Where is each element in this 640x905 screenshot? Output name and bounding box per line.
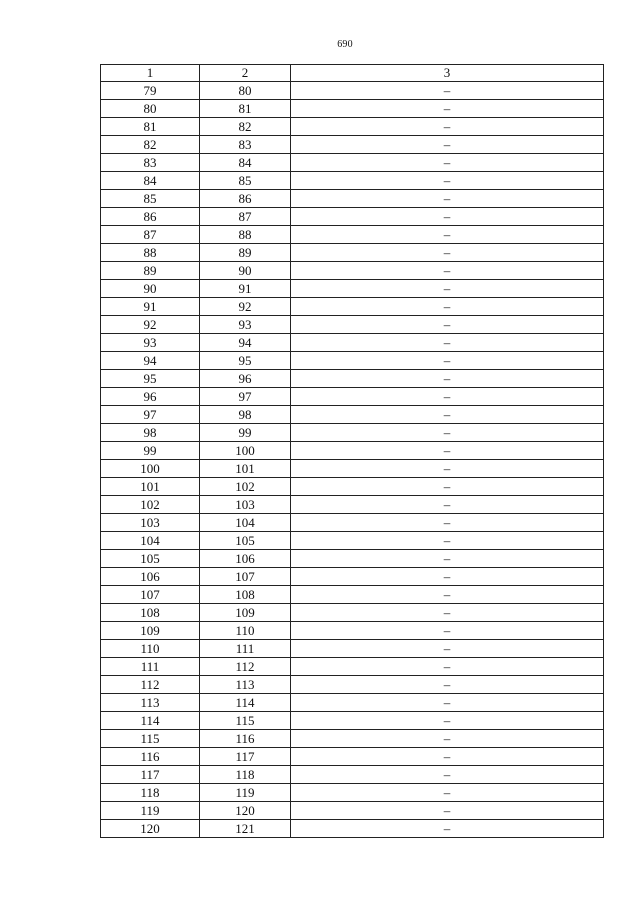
table-cell-col-1: 105 — [101, 550, 200, 568]
table-cell-col-2: 82 — [200, 118, 291, 136]
table-row — [101, 478, 604, 496]
table-cell-col-2: 87 — [200, 208, 291, 226]
table-cell-col-1: 89 — [101, 262, 200, 280]
table-cell-col-2: 101 — [200, 460, 291, 478]
table-cell-col-3: – — [291, 802, 604, 820]
table-cell-col-1: 93 — [101, 334, 200, 352]
table-cell-col-3: – — [291, 496, 604, 514]
table-cell-col-2: 115 — [200, 712, 291, 730]
table-cell-col-2: 99 — [200, 424, 291, 442]
table-cell-col-3: – — [291, 172, 604, 190]
table-row — [101, 172, 604, 190]
table-cell-col-1: 92 — [101, 316, 200, 334]
table-cell-col-3: – — [291, 694, 604, 712]
table-cell-col-3: – — [291, 622, 604, 640]
table-body — [101, 82, 604, 838]
table-cell-col-2: 80 — [200, 82, 291, 100]
table-cell-col-1: 84 — [101, 172, 200, 190]
table-cell-col-2: 83 — [200, 136, 291, 154]
table-row — [101, 658, 604, 676]
table-header — [101, 65, 604, 82]
table-cell-col-3: – — [291, 514, 604, 532]
table-cell-col-2: 121 — [200, 820, 291, 838]
table-cell-col-2: 91 — [200, 280, 291, 298]
table-cell-col-2: 107 — [200, 568, 291, 586]
table-cell-col-3: – — [291, 640, 604, 658]
table-cell-col-3: – — [291, 388, 604, 406]
table-row — [101, 748, 604, 766]
table-cell-col-1: 90 — [101, 280, 200, 298]
table-cell-col-1: 120 — [101, 820, 200, 838]
table-cell-col-2: 116 — [200, 730, 291, 748]
table-cell-col-3: – — [291, 820, 604, 838]
table-cell-col-2: 98 — [200, 406, 291, 424]
table-cell-col-3: – — [291, 406, 604, 424]
table-cell-col-1: 116 — [101, 748, 200, 766]
table-cell-col-2: 106 — [200, 550, 291, 568]
table-cell-col-1: 80 — [101, 100, 200, 118]
table-row — [101, 460, 604, 478]
table-cell-col-1: 104 — [101, 532, 200, 550]
table-cell-col-1: 95 — [101, 370, 200, 388]
table-cell-col-1: 94 — [101, 352, 200, 370]
table-cell-col-2: 113 — [200, 676, 291, 694]
table-cell-col-2: 119 — [200, 784, 291, 802]
table-cell-col-1: 119 — [101, 802, 200, 820]
table-row — [101, 334, 604, 352]
column-header-2: 2 — [200, 65, 291, 82]
table-cell-col-3: – — [291, 766, 604, 784]
table-cell-col-3: – — [291, 532, 604, 550]
table-row — [101, 154, 604, 172]
table-cell-col-2: 89 — [200, 244, 291, 262]
table-header-row — [101, 65, 604, 82]
table-cell-col-1: 98 — [101, 424, 200, 442]
table-cell-col-3: – — [291, 712, 604, 730]
table-cell-col-1: 103 — [101, 514, 200, 532]
table-row — [101, 550, 604, 568]
page-number: 690 — [337, 39, 353, 50]
table-cell-col-2: 118 — [200, 766, 291, 784]
table-row — [101, 370, 604, 388]
table-cell-col-1: 99 — [101, 442, 200, 460]
table-row — [101, 226, 604, 244]
table-cell-col-1: 82 — [101, 136, 200, 154]
table-row — [101, 712, 604, 730]
table-row — [101, 424, 604, 442]
table-cell-col-3: – — [291, 442, 604, 460]
table-cell-col-3: – — [291, 154, 604, 172]
table-cell-col-3: – — [291, 604, 604, 622]
table-cell-col-2: 120 — [200, 802, 291, 820]
table-cell-col-2: 104 — [200, 514, 291, 532]
table-cell-col-2: 96 — [200, 370, 291, 388]
table-cell-col-3: – — [291, 316, 604, 334]
table-row — [101, 766, 604, 784]
table-cell-col-1: 117 — [101, 766, 200, 784]
table-cell-col-3: – — [291, 748, 604, 766]
table-cell-col-1: 97 — [101, 406, 200, 424]
table-cell-col-1: 112 — [101, 676, 200, 694]
table-cell-col-3: – — [291, 676, 604, 694]
table-cell-col-2: 97 — [200, 388, 291, 406]
table-row — [101, 514, 604, 532]
column-header-1: 1 — [101, 65, 200, 82]
table-cell-col-2: 81 — [200, 100, 291, 118]
table-cell-col-2: 112 — [200, 658, 291, 676]
table-cell-col-3: – — [291, 244, 604, 262]
table-cell-col-3: – — [291, 370, 604, 388]
table-cell-col-2: 94 — [200, 334, 291, 352]
table-cell-col-1: 96 — [101, 388, 200, 406]
table-row — [101, 676, 604, 694]
table-row — [101, 280, 604, 298]
table-cell-col-3: – — [291, 424, 604, 442]
table-row — [101, 622, 604, 640]
table-cell-col-3: – — [291, 262, 604, 280]
table-row — [101, 388, 604, 406]
table-cell-col-2: 93 — [200, 316, 291, 334]
table-cell-col-1: 88 — [101, 244, 200, 262]
table-row — [101, 118, 604, 136]
table-cell-col-3: – — [291, 190, 604, 208]
table-cell-col-1: 111 — [101, 658, 200, 676]
table-row — [101, 208, 604, 226]
table-row — [101, 586, 604, 604]
table-cell-col-1: 118 — [101, 784, 200, 802]
table-cell-col-3: – — [291, 568, 604, 586]
table-cell-col-3: – — [291, 208, 604, 226]
table-row — [101, 190, 604, 208]
table-row — [101, 640, 604, 658]
table-cell-col-2: 117 — [200, 748, 291, 766]
table-cell-col-2: 103 — [200, 496, 291, 514]
column-header-3: 3 — [291, 65, 604, 82]
table-cell-col-3: – — [291, 784, 604, 802]
table-cell-col-2: 85 — [200, 172, 291, 190]
table-cell-col-1: 81 — [101, 118, 200, 136]
table-row — [101, 568, 604, 586]
table-row — [101, 730, 604, 748]
table-cell-col-3: – — [291, 460, 604, 478]
table-cell-col-1: 113 — [101, 694, 200, 712]
table-cell-col-1: 79 — [101, 82, 200, 100]
table-cell-col-3: – — [291, 352, 604, 370]
table-cell-col-2: 111 — [200, 640, 291, 658]
table-cell-col-3: – — [291, 100, 604, 118]
table-cell-col-1: 107 — [101, 586, 200, 604]
table-row — [101, 352, 604, 370]
table-cell-col-3: – — [291, 298, 604, 316]
table-cell-col-2: 95 — [200, 352, 291, 370]
table-row — [101, 244, 604, 262]
table-cell-col-3: – — [291, 478, 604, 496]
table-cell-col-2: 88 — [200, 226, 291, 244]
table-cell-col-3: – — [291, 658, 604, 676]
table-cell-col-3: – — [291, 226, 604, 244]
table-cell-col-1: 114 — [101, 712, 200, 730]
table-row — [101, 604, 604, 622]
table-row — [101, 532, 604, 550]
table-cell-col-3: – — [291, 586, 604, 604]
table-cell-col-3: – — [291, 118, 604, 136]
table-cell-col-3: – — [291, 730, 604, 748]
table-cell-col-2: 92 — [200, 298, 291, 316]
table-row — [101, 136, 604, 154]
table-row — [101, 100, 604, 118]
table-row — [101, 496, 604, 514]
table-cell-col-3: – — [291, 82, 604, 100]
table-cell-col-2: 109 — [200, 604, 291, 622]
table-cell-col-2: 90 — [200, 262, 291, 280]
table-row — [101, 262, 604, 280]
table-row — [101, 82, 604, 100]
table-cell-col-2: 110 — [200, 622, 291, 640]
table-cell-col-2: 114 — [200, 694, 291, 712]
table-cell-col-1: 110 — [101, 640, 200, 658]
table-cell-col-3: – — [291, 136, 604, 154]
table-cell-col-1: 87 — [101, 226, 200, 244]
table-cell-col-2: 108 — [200, 586, 291, 604]
table-cell-col-2: 86 — [200, 190, 291, 208]
table-cell-col-1: 100 — [101, 460, 200, 478]
table-row — [101, 802, 604, 820]
table-row — [101, 406, 604, 424]
table-row — [101, 784, 604, 802]
table-cell-col-1: 109 — [101, 622, 200, 640]
data-table — [100, 64, 604, 838]
table-cell-col-1: 101 — [101, 478, 200, 496]
table-cell-col-1: 108 — [101, 604, 200, 622]
table-row — [101, 820, 604, 838]
table-row — [101, 442, 604, 460]
table-cell-col-3: – — [291, 280, 604, 298]
table-cell-col-3: – — [291, 334, 604, 352]
table-cell-col-1: 86 — [101, 208, 200, 226]
table-row — [101, 694, 604, 712]
table-row — [101, 298, 604, 316]
table-cell-col-2: 84 — [200, 154, 291, 172]
table-cell-col-1: 106 — [101, 568, 200, 586]
table-cell-col-1: 85 — [101, 190, 200, 208]
table-cell-col-3: – — [291, 550, 604, 568]
table-cell-col-2: 105 — [200, 532, 291, 550]
table-cell-col-1: 102 — [101, 496, 200, 514]
table-cell-col-1: 91 — [101, 298, 200, 316]
table-row — [101, 316, 604, 334]
table-cell-col-2: 100 — [200, 442, 291, 460]
table-cell-col-1: 115 — [101, 730, 200, 748]
table-cell-col-1: 83 — [101, 154, 200, 172]
table-cell-col-2: 102 — [200, 478, 291, 496]
